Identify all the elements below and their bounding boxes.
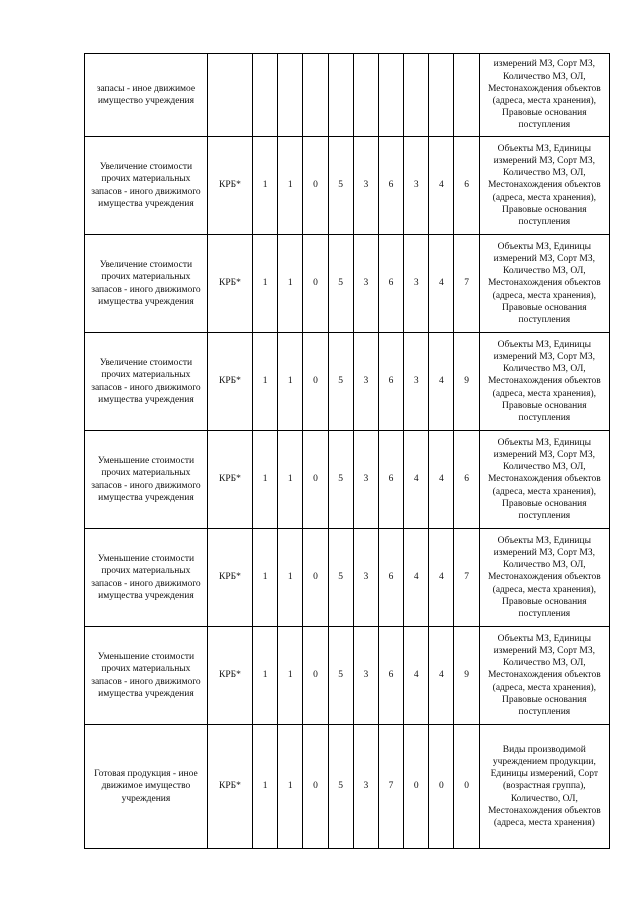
digit-cell [429,54,454,137]
table-row [85,333,610,431]
table-row [85,137,610,235]
digit-cell: 4 [404,529,429,627]
digit-cell: 1 [252,529,277,627]
digit-cell: 1 [278,137,303,235]
kbk-cell: КРБ* [207,235,252,333]
digit-cell: 1 [252,725,277,849]
digit-cell: 3 [353,627,378,725]
digit-cell: 7 [454,235,479,333]
digit-cell: 7 [378,725,403,849]
account-name: Уменьшение стоимости прочих материальных запасов - иного движимого имущества учреждения [85,529,208,627]
analytics-description: Объекты МЗ, Единицы измерений МЗ, Сорт МЗ, Количество МЗ, ОЛ, Местонахождения объектов (адреса, места хранения), Правовые основания поступления [479,333,609,431]
digit-cell: 1 [252,431,277,529]
account-name: Увеличение стоимости прочих материальных запасов - иного движимого имущества учреждения [85,235,208,333]
digit-cell: 0 [303,627,328,725]
digit-cell: 3 [353,725,378,849]
digit-cell: 3 [353,137,378,235]
digit-cell: 5 [328,137,353,235]
digit-cell: 4 [404,431,429,529]
table-row [85,235,610,333]
digit-cell: 3 [404,235,429,333]
digit-cell: 0 [303,431,328,529]
table-row [85,529,610,627]
digit-cell: 0 [303,529,328,627]
digit-cell [303,54,328,137]
digit-cell: 0 [429,725,454,849]
digit-cell: 1 [278,529,303,627]
kbk-cell [207,54,252,137]
digit-cell [328,54,353,137]
table-row [85,431,610,529]
analytics-description: Объекты МЗ, Единицы измерений МЗ, Сорт МЗ, Количество МЗ, ОЛ, Местонахождения объектов (адреса, места хранения), Правовые основания поступления [479,137,609,235]
digit-cell: 3 [404,333,429,431]
table-row [85,54,610,137]
account-name: Увеличение стоимости прочих материальных запасов - иного движимого имущества учреждения [85,333,208,431]
account-name: Уменьшение стоимости прочих материальных запасов - иного движимого имущества учреждения [85,627,208,725]
account-name: Уменьшение стоимости прочих материальных запасов - иного движимого имущества учреждения [85,431,208,529]
digit-cell: 1 [252,137,277,235]
analytics-description: Объекты МЗ, Единицы измерений МЗ, Сорт МЗ, Количество МЗ, ОЛ, Местонахождения объектов (адреса, места хранения), Правовые основания поступления [479,431,609,529]
digit-cell: 3 [404,137,429,235]
table-row [85,627,610,725]
kbk-cell: КРБ* [207,333,252,431]
digit-cell: 6 [378,431,403,529]
digit-cell [454,54,479,137]
digit-cell: 4 [404,627,429,725]
kbk-cell: КРБ* [207,431,252,529]
accounts-table [84,53,610,849]
digit-cell: 3 [353,431,378,529]
kbk-cell: КРБ* [207,137,252,235]
digit-cell: 0 [454,725,479,849]
digit-cell: 6 [454,431,479,529]
digit-cell: 1 [278,235,303,333]
digit-cell: 6 [378,333,403,431]
digit-cell: 5 [328,725,353,849]
digit-cell: 5 [328,529,353,627]
digit-cell: 1 [278,627,303,725]
digit-cell: 9 [454,627,479,725]
account-name: запасы - иное движимое имущество учреждения [85,54,208,137]
digit-cell [404,54,429,137]
digit-cell: 6 [378,529,403,627]
digit-cell: 0 [303,137,328,235]
digit-cell: 1 [252,333,277,431]
digit-cell: 6 [378,137,403,235]
digit-cell: 9 [454,333,479,431]
kbk-cell: КРБ* [207,725,252,849]
digit-cell: 5 [328,627,353,725]
digit-cell: 1 [278,431,303,529]
digit-cell: 6 [454,137,479,235]
digit-cell: 1 [278,333,303,431]
digit-cell: 5 [328,431,353,529]
digit-cell: 4 [429,333,454,431]
digit-cell: 3 [353,333,378,431]
digit-cell [353,54,378,137]
digit-cell: 4 [429,137,454,235]
digit-cell: 0 [303,235,328,333]
digit-cell: 3 [353,529,378,627]
table-body [85,54,610,849]
digit-cell [378,54,403,137]
digit-cell: 3 [353,235,378,333]
analytics-description: измерений МЗ, Сорт МЗ, Количество МЗ, ОЛ, Местонахождения объектов (адреса, места хранения), Правовые основания поступления [479,54,609,137]
digit-cell: 1 [252,627,277,725]
analytics-description: Объекты МЗ, Единицы измерений МЗ, Сорт МЗ, Количество МЗ, ОЛ, Местонахождения объектов (адреса, места хранения), Правовые основания поступления [479,235,609,333]
digit-cell: 4 [429,529,454,627]
digit-cell [252,54,277,137]
analytics-description: Виды производимой учреждением продукции, Единицы измерений, Сорт (возрастная группа), Количество, ОЛ, Местонахождения объектов (адреса, места хранения) [479,725,609,849]
account-name: Увеличение стоимости прочих материальных запасов - иного движимого имущества учреждения [85,137,208,235]
account-name: Готовая продукция - иное движимое имущество учреждения [85,725,208,849]
digit-cell: 4 [429,431,454,529]
digit-cell: 4 [429,627,454,725]
table-row [85,725,610,849]
digit-cell: 6 [378,235,403,333]
digit-cell: 5 [328,333,353,431]
digit-cell: 1 [252,235,277,333]
digit-cell: 5 [328,235,353,333]
kbk-cell: КРБ* [207,627,252,725]
kbk-cell: КРБ* [207,529,252,627]
digit-cell: 7 [454,529,479,627]
digit-cell [278,54,303,137]
digit-cell: 0 [303,725,328,849]
digit-cell: 0 [404,725,429,849]
analytics-description: Объекты МЗ, Единицы измерений МЗ, Сорт МЗ, Количество МЗ, ОЛ, Местонахождения объектов (адреса, места хранения), Правовые основания поступления [479,627,609,725]
analytics-description: Объекты МЗ, Единицы измерений МЗ, Сорт МЗ, Количество МЗ, ОЛ, Местонахождения объектов (адреса, места хранения), Правовые основания поступления [479,529,609,627]
digit-cell: 4 [429,235,454,333]
digit-cell: 1 [278,725,303,849]
digit-cell: 6 [378,627,403,725]
digit-cell: 0 [303,333,328,431]
